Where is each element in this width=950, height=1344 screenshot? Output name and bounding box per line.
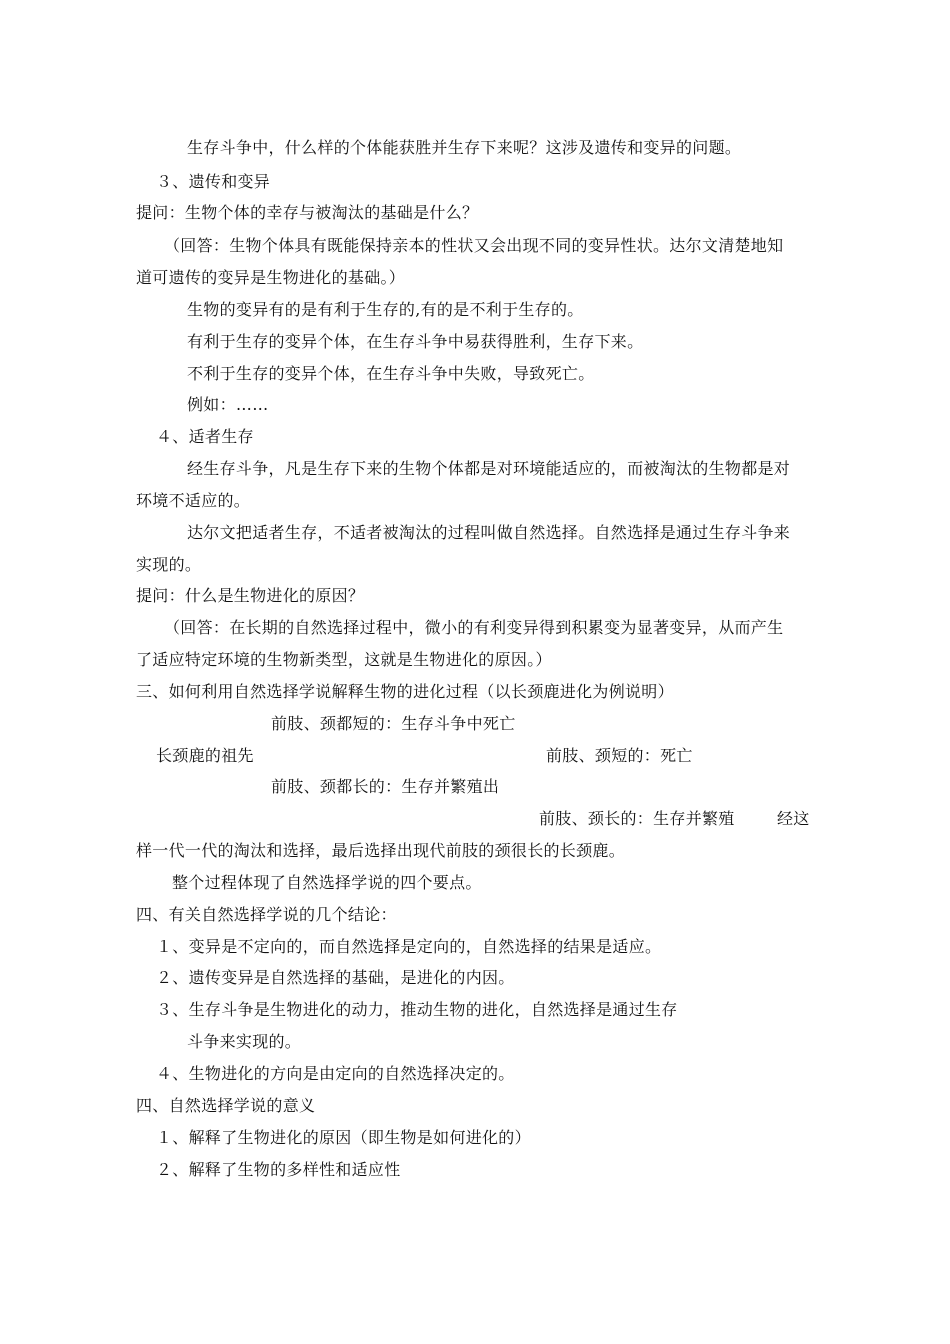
list-item: ２、遗传变异是自然选择的基础，是进化的内因。 [156,968,515,987]
answer-line: （回答：生物个体具有既能保持亲本的性状又会出现不同的变异性状。达尔文清楚地知 [164,236,784,255]
diagram-mid-long: 前肢、颈长的：生存并繁殖 [539,809,735,828]
paragraph-line: 环境不适应的。 [136,491,251,510]
paragraph-line: 生存斗争中，什么样的个体能获胜并生存下来呢？这涉及遗传和变异的问题。 [187,138,742,157]
list-item: ４、生物进化的方向是由定向的自然选择决定的。 [156,1064,515,1083]
paragraph-line: 经生存斗争，凡是生存下来的生物个体都是对环境能适应的，而被淘汰的生物都是对 [187,459,791,478]
answer-line: 了适应特定环境的生物新类型，这就是生物进化的原因。） [136,650,552,669]
paragraph-line: 样一代一代的淘汰和选择，最后选择出现代前肢的颈很长的长颈鹿。 [136,841,626,860]
paragraph-line: 例如：…… [187,395,269,414]
section-heading: 三、如何利用自然选择学说解释生物的进化过程（以长颈鹿进化为例说明） [136,682,674,701]
list-item-continuation: 斗争来实现的。 [187,1032,302,1051]
diagram-ancestor: 长颈鹿的祖先 [156,746,254,765]
diagram-branch-long: 前肢、颈都长的：生存并繁殖出 [271,777,500,796]
section-heading: 四、自然选择学说的意义 [136,1096,316,1115]
list-item: １、解释了生物进化的原因（即生物是如何进化的） [156,1128,531,1147]
diagram-mid-short: 前肢、颈短的：死亡 [546,746,693,765]
paragraph-line: 达尔文把适者生存，不适者被淘汰的过程叫做自然选择。自然选择是通过生存斗争来 [187,523,791,542]
diagram-tail-text: 经这 [777,809,810,828]
paragraph-line: 有利于生存的变异个体，在生存斗争中易获得胜利，生存下来。 [187,332,644,351]
paragraph-line: 不利于生存的变异个体，在生存斗争中失败，导致死亡。 [187,364,595,383]
answer-line: （回答：在长期的自然选择过程中，微小的有利变异得到积累变为显著变异，从而产生 [164,618,784,637]
paragraph-line: 整个过程体现了自然选择学说的四个要点。 [172,873,482,892]
section-heading: 四、有关自然选择学说的几个结论： [136,905,397,924]
list-item: １、变异是不定向的，而自然选择是定向的，自然选择的结果是适应。 [156,937,662,956]
question-line: 提问：生物个体的幸存与被淘汰的基础是什么？ [136,203,479,222]
diagram-branch-short: 前肢、颈都短的：生存斗争中死亡 [271,714,516,733]
section-heading: ３、遗传和变异 [156,172,271,191]
answer-line: 道可遗传的变异是生物进化的基础。） [136,268,406,287]
question-line: 提问：什么是生物进化的原因？ [136,586,365,605]
section-heading: ４、适者生存 [156,427,254,446]
list-item: ２、解释了生物的多样性和适应性 [156,1160,401,1179]
paragraph-line: 实现的。 [136,555,202,574]
list-item: ３、生存斗争是生物进化的动力，推动生物的进化，自然选择是通过生存 [156,1000,678,1019]
paragraph-line: 生物的变异有的是有利于生存的,有的是不利于生存的。 [187,300,584,319]
